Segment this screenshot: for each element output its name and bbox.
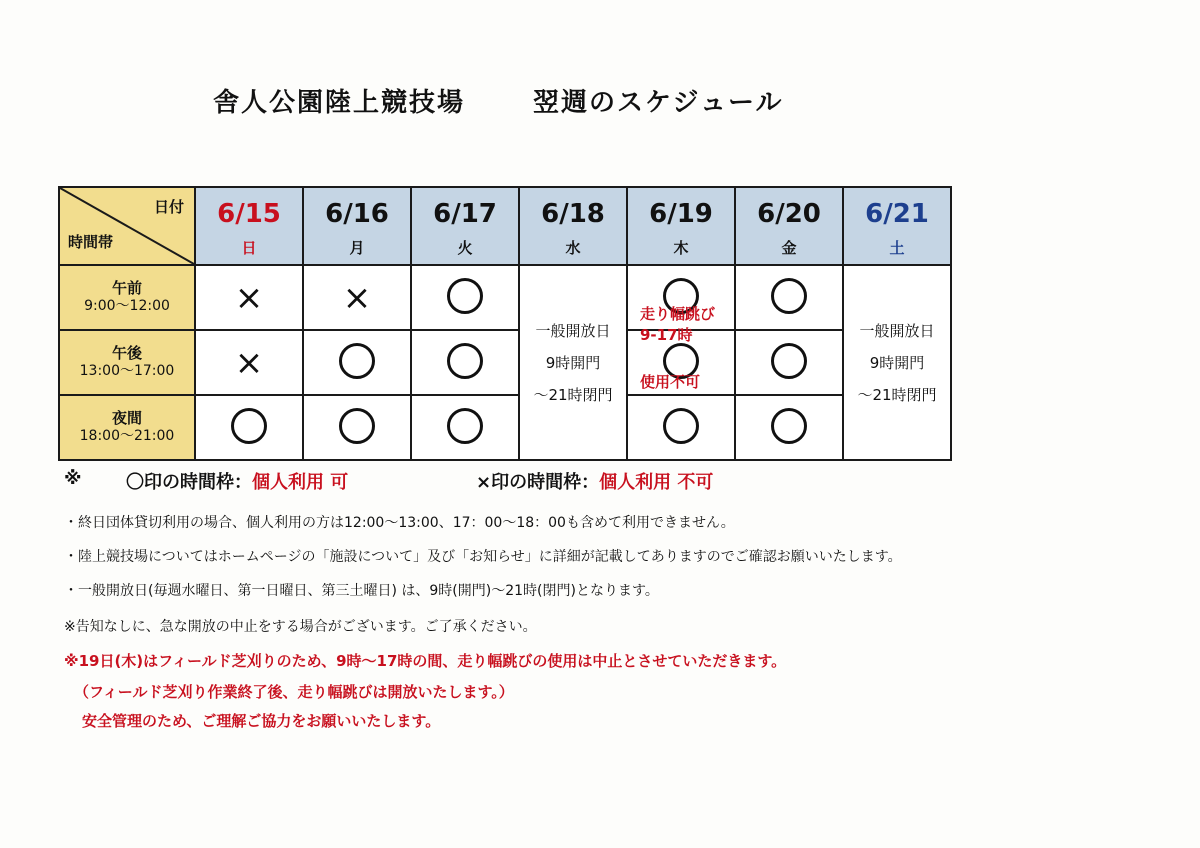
availability-cell [411,265,519,330]
available-circle-icon [447,343,483,379]
day-header [627,187,735,265]
open-day-label: 一般開放日 [535,321,611,340]
day-header [843,187,951,265]
unavailable-cross-icon: × [234,277,264,318]
slot-time: 18:00～21:00 [79,428,175,445]
available-circle-icon [771,343,807,379]
slot-row-morning [59,265,951,330]
availability-cell [735,265,843,330]
open-day-open-time: 9時開門 [545,353,601,372]
day-weekday: 日 [241,238,257,257]
warning-line: ※19日(木)はフィールド芝刈りのため、9時～17時の間、走り幅跳びの使用は中止とさせていただきます。 [64,652,787,670]
schedule-table [58,186,952,461]
availability-cell [735,330,843,395]
day-date: 6/16 [325,198,389,229]
open-day-cell [519,265,627,460]
note-line: ・終日団体貸切利用の場合、個人利用の方は12:00～13:00、17：00～18：00も含めて利用できません。 [64,515,735,531]
availability-cell [303,395,411,460]
availability-cell [303,265,411,330]
slot-time: 13:00～17:00 [79,363,175,380]
thursday-note-line: 9-17時 [640,326,693,344]
legend-ok-text: 〇印の時間枠：個人利用 可 [126,472,349,493]
legend-mark: ※ [64,468,82,489]
schedule-subtitle: 翌週のスケジュール [533,88,784,118]
slot-label [59,265,195,330]
thursday-note-line: 使用不可 [640,373,701,391]
availability-cell [195,265,303,330]
note-line: ※告知なしに、急な開放の中止をする場合がございます。ご了承ください。 [64,619,537,635]
open-day-label: 一般開放日 [859,321,935,340]
availability-cell [735,395,843,460]
facility-name: 舎人公園陸上競技場 [213,88,466,118]
date-axis-label: 日付 [153,198,184,216]
availability-cell [627,395,735,460]
warning-line: （フィールド芝刈り作業終了後、走り幅跳びは開放いたします。） [74,683,514,701]
open-day-close-time: ～21時閉門 [533,385,613,404]
day-weekday: 火 [457,238,473,257]
time-axis-label: 時間帯 [68,233,114,251]
note-line: ・一般開放日(毎週水曜日、第一日曜日、第三土曜日) は、9時(開門)～21時(閉門)となります。 [64,583,659,599]
day-header [303,187,411,265]
warning-line: 安全管理のため、ご理解ご協力をお願いいたします。 [82,712,441,730]
day-weekday: 月 [349,238,365,257]
slot-row-night [59,395,951,460]
thursday-note-line: 走り幅跳び [640,305,716,323]
availability-cell [195,330,303,395]
slot-name: 午後 [111,344,142,363]
day-weekday: 土 [889,238,905,257]
unavailable-cross-icon: × [234,342,264,383]
open-day-close-time: ～21時閉門 [857,385,937,404]
available-circle-icon [447,408,483,444]
day-weekday: 金 [781,238,797,257]
day-header [195,187,303,265]
note-line: ・陸上競技場についてはホームページの「施設について」及び「お知らせ」に詳細が記載してありますのでご確認お願いいたします。 [64,549,902,565]
legend-ng [476,468,713,494]
header-row [59,187,951,265]
availability-cell [411,330,519,395]
slot-label [59,395,195,460]
available-circle-icon [339,408,375,444]
available-circle-icon [663,408,699,444]
available-circle-icon [447,278,483,314]
day-header [411,187,519,265]
slot-time: 9:00～12:00 [84,298,170,315]
legend-ok [126,468,348,494]
day-header [735,187,843,265]
thursday-note [640,304,744,391]
availability-cell [411,395,519,460]
legend-ng-text: ×印の時間枠：個人利用 不可 [476,472,714,493]
open-day-cell [843,265,951,460]
day-date: 6/19 [649,198,713,229]
available-circle-icon [771,408,807,444]
available-circle-icon [771,278,807,314]
available-circle-icon [339,343,375,379]
day-date: 6/15 [217,198,281,229]
availability-cell [303,330,411,395]
slot-name: 夜間 [111,409,142,428]
day-weekday: 木 [673,238,689,257]
slot-label [59,330,195,395]
availability-cell [195,395,303,460]
slot-row-afternoon [59,330,951,395]
day-date: 6/18 [541,198,605,229]
day-date: 6/21 [865,198,929,229]
unavailable-cross-icon: × [342,277,372,318]
day-date: 6/17 [433,198,497,229]
day-weekday: 水 [565,238,581,257]
open-day-open-time: 9時開門 [869,353,925,372]
day-header [519,187,627,265]
day-date: 6/20 [757,198,821,229]
available-circle-icon [231,408,267,444]
corner-cell [59,187,195,265]
slot-name: 午前 [111,279,142,298]
